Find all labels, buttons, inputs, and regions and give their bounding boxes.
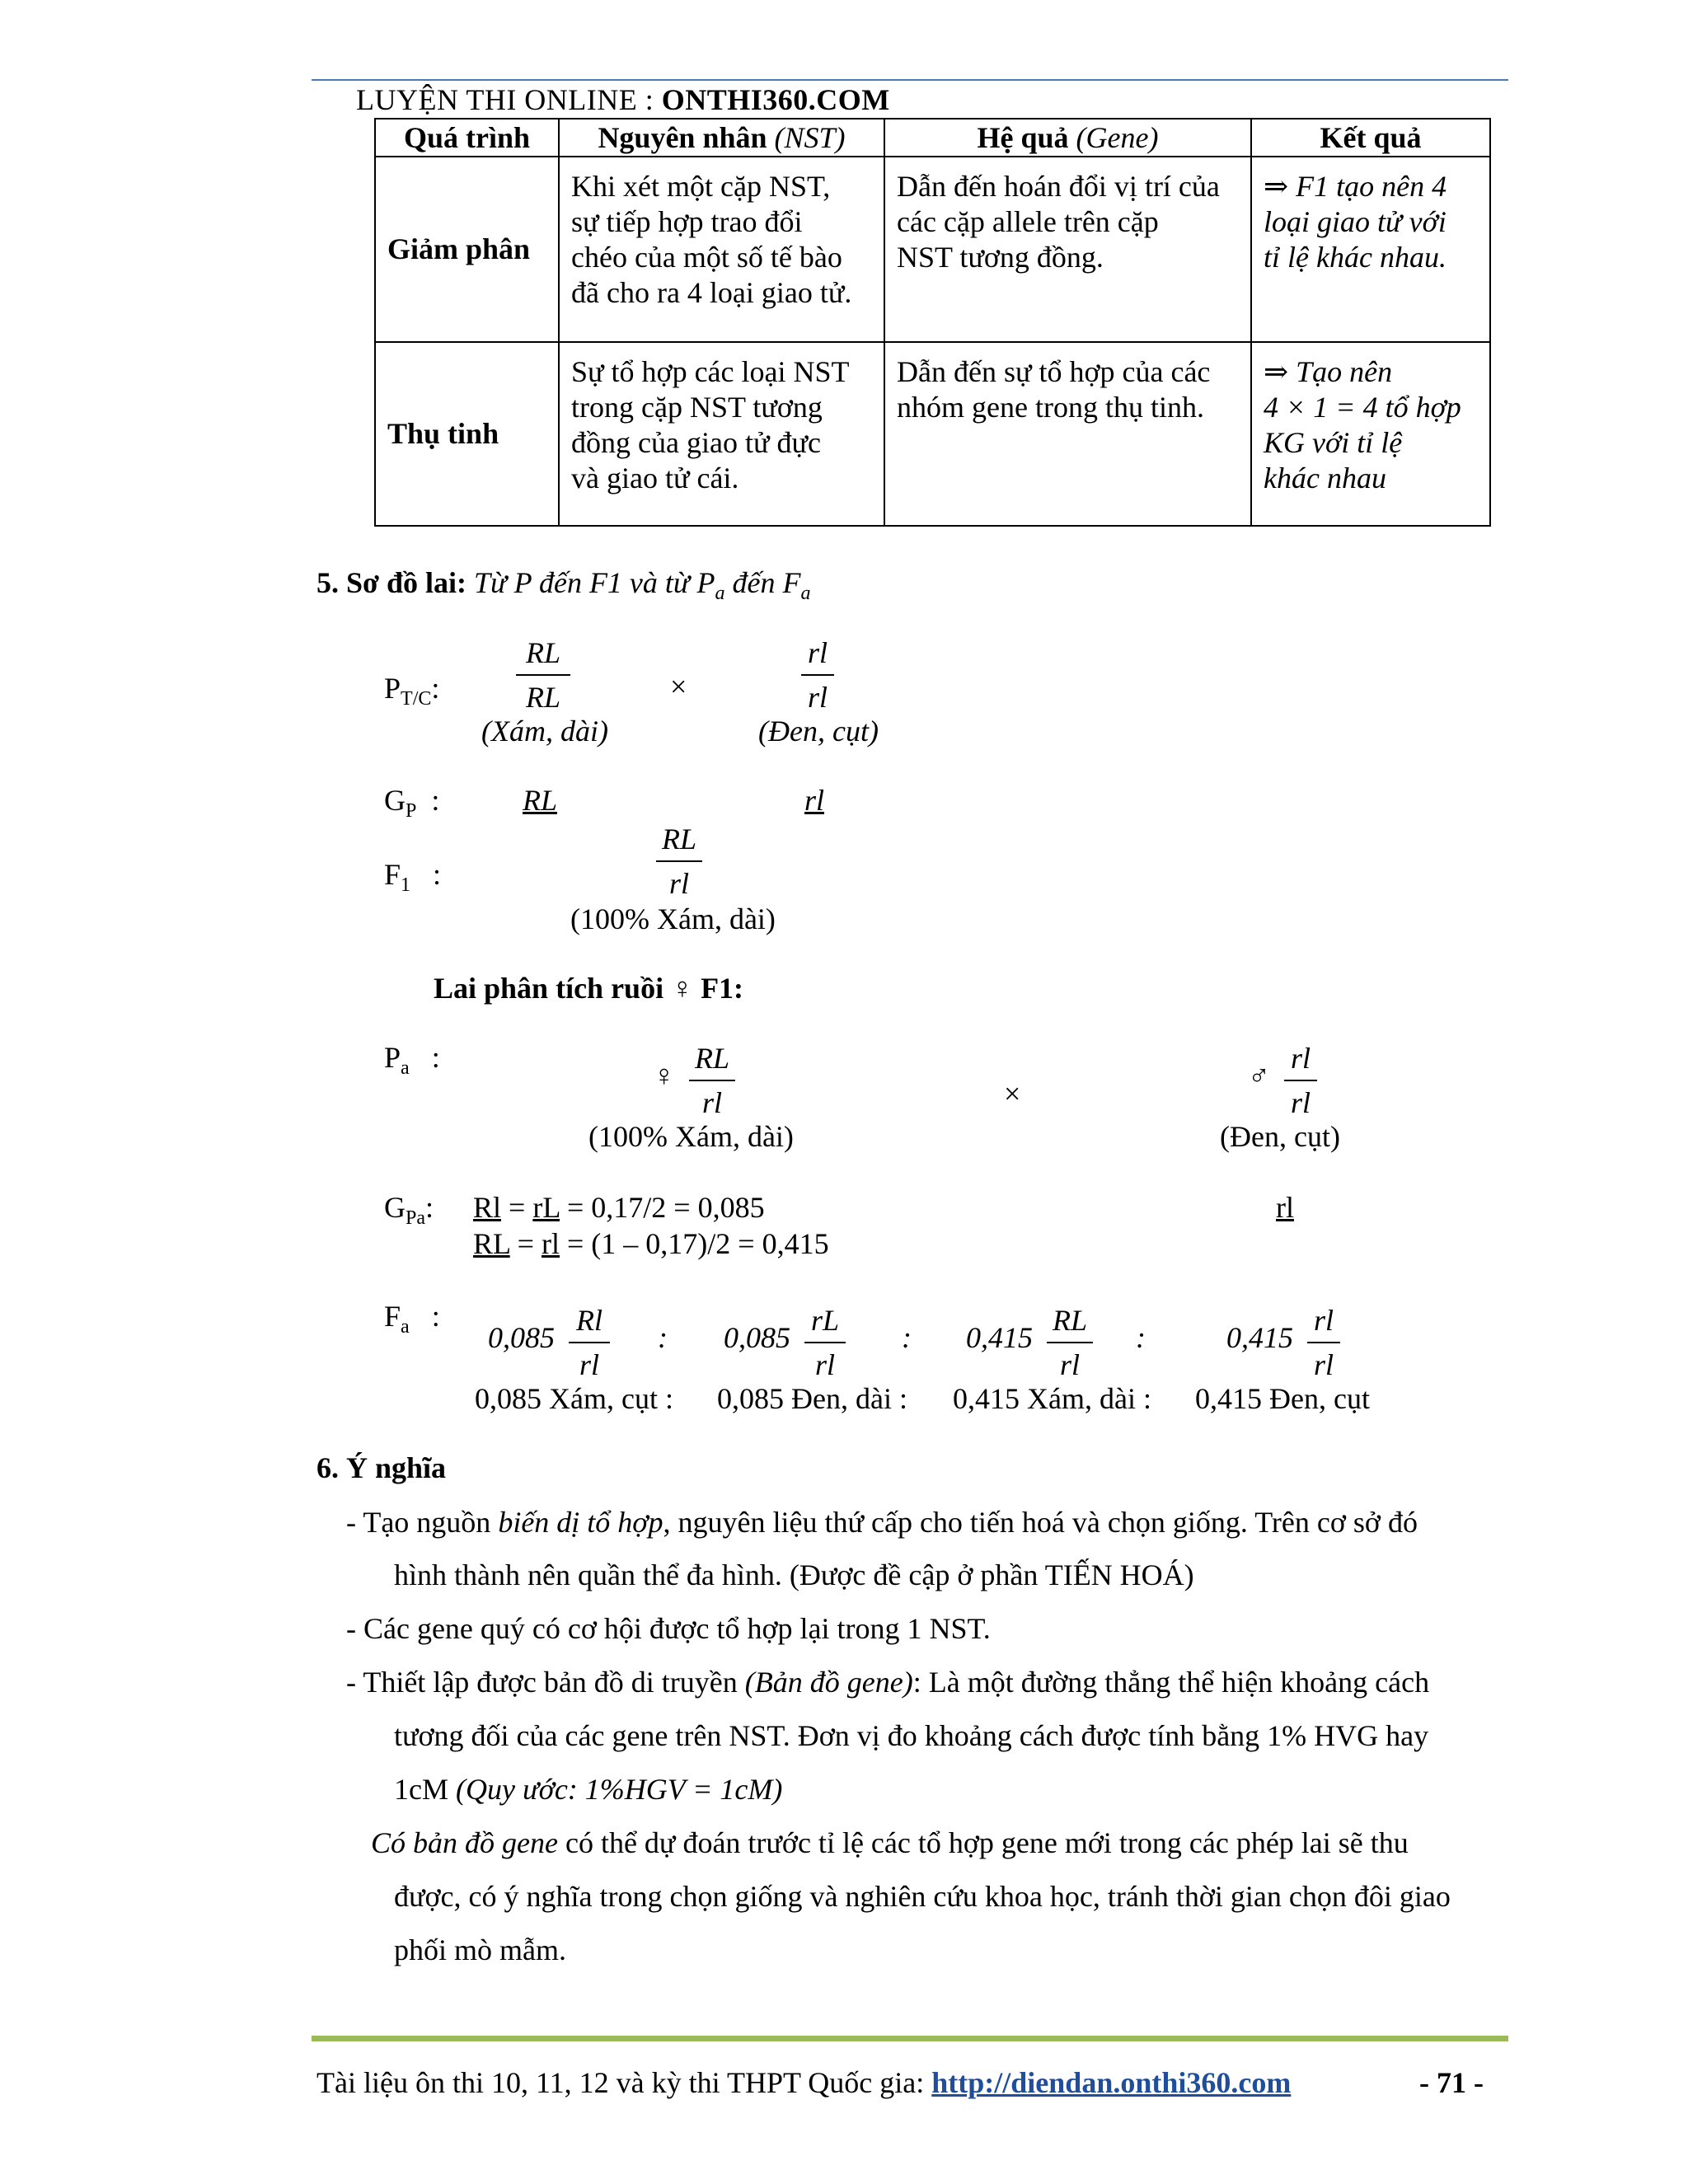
male-icon: ♂ xyxy=(1248,1059,1270,1092)
section6-title: 6. Ý nghĩa xyxy=(316,1451,447,1484)
female-icon: ♀ xyxy=(653,1059,675,1092)
page-header: LUYỆN THI ONLINE : ONTHI360.COM xyxy=(356,83,890,116)
p-left-phenotype: (Xám, dài) xyxy=(481,715,608,748)
cross-symbol: × xyxy=(670,670,687,703)
gp-label: $G_P$ : xyxy=(384,784,440,823)
header-site: ONTHI360.COM xyxy=(661,83,890,116)
gp-right-gamete: rl xyxy=(804,784,825,817)
summary-table xyxy=(374,118,1491,527)
table-header: Hệ quả (Gene) xyxy=(884,119,1251,157)
f1-genotype: $\frac{RL}{rl}$ xyxy=(656,818,702,905)
fa-phenotype: 0,085 Đen, dài : xyxy=(717,1382,907,1415)
bullet-1-cont: hình thành nên quần thể đa hình. (Được đề cập ở phần TIẾN HOÁ) xyxy=(394,1558,1194,1591)
footer-rule xyxy=(312,2036,1508,2041)
row-cause: Sự tổ hợp các loại NST trong cặp NST tương đồng của giao tử đực và giao tử cái. xyxy=(559,342,884,526)
fa-separator: : xyxy=(902,1321,912,1354)
row-result: ⇒ Tạo nên 4 × 1 = 4 tổ hợp KG với tỉ lệ khác nhau xyxy=(1251,342,1490,526)
page-number: - 71 - xyxy=(1419,2066,1484,2099)
p-label: $P_{T/C}$: xyxy=(384,672,440,710)
header-rule xyxy=(312,79,1508,81)
f1-phenotype: (100% Xám, dài) xyxy=(570,902,776,935)
table-header: Nguyên nhân (NST) xyxy=(559,119,884,157)
bullet-3: - Thiết lập được bản đồ di truyền (Bản đồ gene): Là một đường thẳng thể hiện khoảng cách xyxy=(346,1666,1430,1699)
footer-link[interactable]: http://diendan.onthi360.com xyxy=(931,2066,1292,2099)
fa-separator: : xyxy=(658,1321,668,1354)
fa-coef: 0,415 xyxy=(966,1321,1033,1354)
f1-label: $F_1$ : xyxy=(384,858,442,897)
bullet-3-cont2: 1cM (Quy ước: 1%HGV = 1cM) xyxy=(394,1773,783,1806)
testcross-title: Lai phân tích ruồi ♀ F1: xyxy=(434,972,744,1005)
fa-genotype: $\frac{RL}{rl}$ xyxy=(1047,1299,1093,1386)
pa-left-phenotype: (100% Xám, dài) xyxy=(588,1120,794,1153)
pa-left-genotype: $\frac{RL}{rl}$ xyxy=(689,1037,735,1124)
bullet-2: - Các gene quý có cơ hội được tổ hợp lại trong 1 NST. xyxy=(346,1612,991,1645)
gp-left-gamete: RL xyxy=(523,784,558,817)
pa-right-genotype: $\frac{rl}{rl}$ xyxy=(1284,1037,1317,1124)
bullet-3-cont: tương đối của các gene trên NST. Đơn vị đo khoảng cách được tính bằng 1% HVG hay xyxy=(394,1719,1429,1752)
fa-phenotype: 0,085 Xám, cụt : xyxy=(475,1382,673,1415)
row-effect: Dẫn đến sự tổ hợp của các nhóm gene trong thụ tinh. xyxy=(884,342,1251,526)
fa-phenotype: 0,415 Đen, cụt xyxy=(1195,1382,1370,1415)
fa-coef: 0,415 xyxy=(1226,1321,1293,1354)
row-result: ⇒ F1 tạo nên 4 loại giao tử với tỉ lệ khác nhau. xyxy=(1251,157,1490,342)
gpa-line1: Rl = rL = 0,17/2 = 0,085 xyxy=(473,1191,765,1224)
table-header: Quá trình xyxy=(375,119,559,157)
row-name: Thụ tinh xyxy=(375,342,559,526)
bullet-1: - Tạo nguồn biến dị tổ hợp, nguyên liệu thứ cấp cho tiến hoá và chọn giống. Trên cơ sở đó xyxy=(346,1506,1418,1539)
table-header: Kết quả xyxy=(1251,119,1490,157)
fa-genotype: $\frac{Rl}{rl}$ xyxy=(569,1299,610,1386)
pa-label: $P_a$ : xyxy=(384,1041,440,1080)
fa-label: $F_a$ : xyxy=(384,1300,440,1338)
pa-right-phenotype: (Đen, cụt) xyxy=(1220,1120,1340,1153)
cross-symbol: × xyxy=(1004,1077,1021,1110)
section5-title: 5. Sơ đồ lai: Từ P đến F1 và từ $P_a$ đến $F_a$ xyxy=(316,566,811,605)
fa-coef: 0,085 xyxy=(724,1321,790,1354)
table-row xyxy=(375,157,1490,342)
p-right-phenotype: (Đen, cụt) xyxy=(758,715,879,748)
fa-coef: 0,085 xyxy=(488,1321,555,1354)
p-left-genotype: $\frac{RL}{RL}$ xyxy=(516,631,570,719)
table-header-row xyxy=(375,119,1490,157)
gpa-line2: RL = rl = (1 – 0,17)/2 = 0,415 xyxy=(473,1227,829,1260)
row-effect: Dẫn đến hoán đổi vị trí của các cặp allele trên cặp NST tương đồng. xyxy=(884,157,1251,342)
fa-separator: : xyxy=(1136,1321,1146,1354)
table-row xyxy=(375,342,1490,526)
fa-genotype: $\frac{rl}{rl}$ xyxy=(1307,1299,1340,1386)
footer-text: Tài liệu ôn thi 10, 11, 12 và kỳ thi THPT Quốc gia: http://diendan.onthi360.com xyxy=(316,2066,1292,2099)
gpa-right-gamete: rl xyxy=(1276,1191,1294,1224)
fa-genotype: $\frac{rL}{rl}$ xyxy=(804,1299,846,1386)
paragraph-map-cont2: phối mò mẫm. xyxy=(394,1933,566,1966)
paragraph-map-cont: được, có ý nghĩa trong chọn giống và nghiên cứu khoa học, tránh thời gian chọn đôi giao xyxy=(394,1880,1451,1913)
gpa-label: $G_{Pa}$: xyxy=(384,1191,434,1230)
row-name: Giảm phân xyxy=(375,157,559,342)
fa-phenotype: 0,415 Xám, dài : xyxy=(953,1382,1151,1415)
row-cause: Khi xét một cặp NST, sự tiếp hợp trao đổi chéo của một số tế bào đã cho ra 4 loại giao tử. xyxy=(559,157,884,342)
paragraph-map: Có bản đồ gene có thể dự đoán trước tỉ lệ các tổ hợp gene mới trong các phép lai sẽ thu xyxy=(371,1826,1409,1859)
p-right-genotype: $\frac{rl}{rl}$ xyxy=(801,631,834,719)
